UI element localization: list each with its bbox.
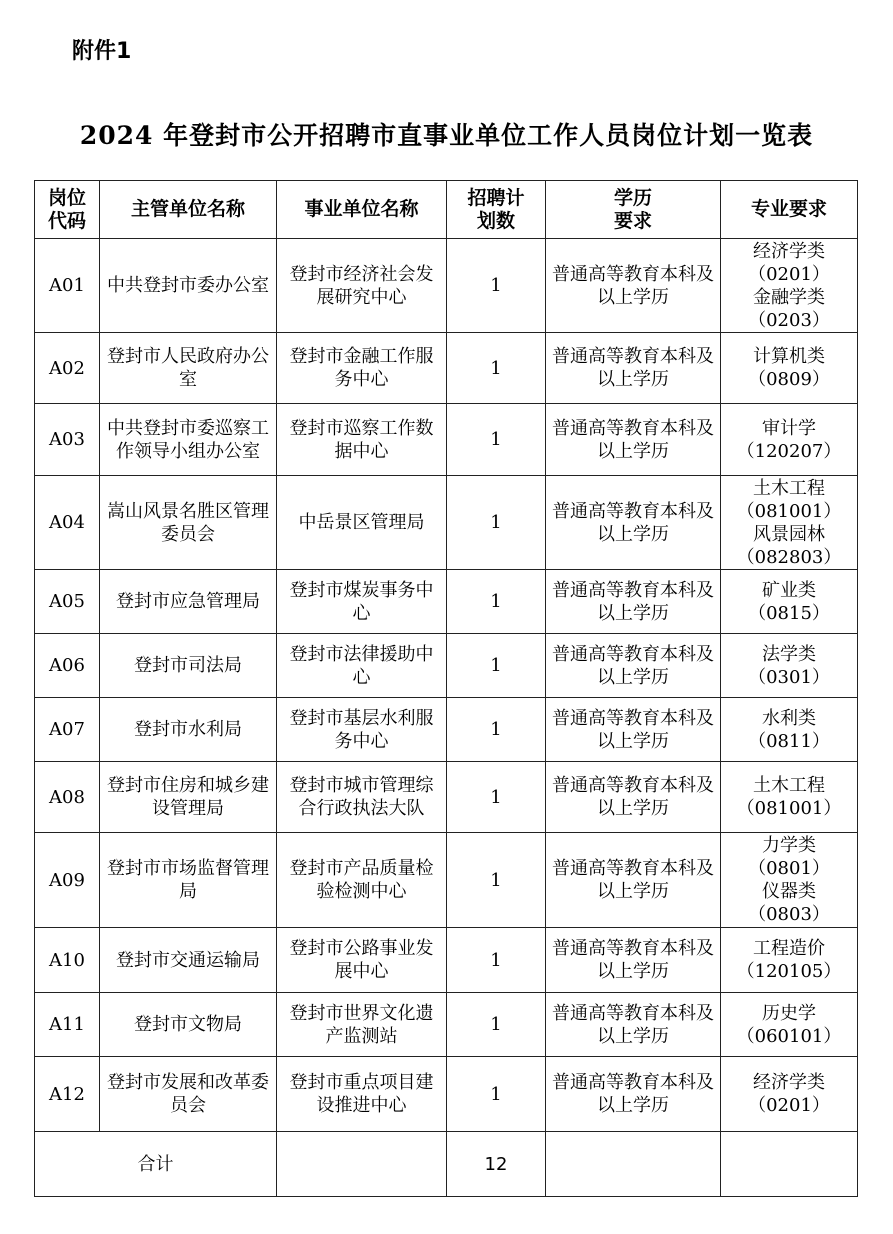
cell-major: 计算机类 （0809） <box>721 333 858 404</box>
cell-code: A12 <box>35 1057 100 1132</box>
cell-education: 普通高等教育本科及以上学历 <box>546 239 721 333</box>
cell-education: 普通高等教育本科及以上学历 <box>546 634 721 698</box>
cell-major: 经济学类 （0201） 金融学类 （0203） <box>721 239 858 333</box>
cell-code: A07 <box>35 698 100 762</box>
table-row <box>35 570 858 634</box>
cell-code: A06 <box>35 634 100 698</box>
cell-major: 力学类 （0801） 仪器类 （0803） <box>721 833 858 928</box>
table-row <box>35 993 858 1057</box>
cell-education: 普通高等教育本科及以上学历 <box>546 404 721 476</box>
cell-unit: 登封市金融工作服务中心 <box>277 333 447 404</box>
table-row <box>35 1057 858 1132</box>
table-row <box>35 333 858 404</box>
cell-authority: 登封市文物局 <box>100 993 277 1057</box>
cell-education: 普通高等教育本科及以上学历 <box>546 762 721 833</box>
cell-count: 1 <box>447 762 546 833</box>
cell-authority: 登封市应急管理局 <box>100 570 277 634</box>
cell-authority: 中共登封市委巡察工作领导小组办公室 <box>100 404 277 476</box>
table-header-row <box>35 181 858 239</box>
cell-count: 1 <box>447 404 546 476</box>
header-code: 岗位 代码 <box>35 181 100 239</box>
header-unit: 事业单位名称 <box>277 181 447 239</box>
cell-unit: 登封市重点项目建设推进中心 <box>277 1057 447 1132</box>
cell-major: 土木工程 （081001） 风景园林 （082803） <box>721 476 858 570</box>
table-row <box>35 928 858 993</box>
header-count: 招聘计 划数 <box>447 181 546 239</box>
document-title: 2024 年登封市公开招聘市直事业单位工作人员岗位计划一览表 <box>79 121 814 150</box>
header-authority: 主管单位名称 <box>100 181 277 239</box>
cell-education: 普通高等教育本科及以上学历 <box>546 1057 721 1132</box>
cell-count: 1 <box>447 928 546 993</box>
cell-unit: 登封市世界文化遗产监测站 <box>277 993 447 1057</box>
cell-code: A03 <box>35 404 100 476</box>
cell-code: A01 <box>35 239 100 333</box>
cell-count: 1 <box>447 239 546 333</box>
cell-count: 1 <box>447 333 546 404</box>
cell-unit: 登封市基层水利服务中心 <box>277 698 447 762</box>
cell-code: A10 <box>35 928 100 993</box>
table-row <box>35 698 858 762</box>
cell-count: 1 <box>447 634 546 698</box>
cell-count: 1 <box>447 833 546 928</box>
cell-major: 经济学类 （0201） <box>721 1057 858 1132</box>
table-row <box>35 404 858 476</box>
total-value: 12 <box>447 1132 546 1197</box>
cell-major: 水利类 （0811） <box>721 698 858 762</box>
cell-education: 普通高等教育本科及以上学历 <box>546 928 721 993</box>
header-education: 学历 要求 <box>546 181 721 239</box>
cell-count: 1 <box>447 698 546 762</box>
cell-unit: 登封市城市管理综合行政执法大队 <box>277 762 447 833</box>
cell-unit: 登封市经济社会发展研究中心 <box>277 239 447 333</box>
cell-count: 1 <box>447 570 546 634</box>
cell-major: 审计学 （120207） <box>721 404 858 476</box>
cell-unit: 中岳景区管理局 <box>277 476 447 570</box>
cell-authority: 登封市司法局 <box>100 634 277 698</box>
table-row <box>35 762 858 833</box>
cell-unit: 登封市巡察工作数据中心 <box>277 404 447 476</box>
position-plan-table <box>34 180 858 1197</box>
cell-education: 普通高等教育本科及以上学历 <box>546 698 721 762</box>
cell-education: 普通高等教育本科及以上学历 <box>546 476 721 570</box>
cell-code: A02 <box>35 333 100 404</box>
cell-unit: 登封市法律援助中心 <box>277 634 447 698</box>
cell-code: A09 <box>35 833 100 928</box>
total-label: 合计 <box>35 1132 277 1197</box>
cell-unit: 登封市公路事业发展中心 <box>277 928 447 993</box>
total-empty-cell <box>277 1132 447 1197</box>
cell-authority: 登封市交通运输局 <box>100 928 277 993</box>
table-total-row <box>35 1132 858 1197</box>
total-empty-cell <box>546 1132 721 1197</box>
cell-authority: 登封市人民政府办公室 <box>100 333 277 404</box>
cell-unit: 登封市煤炭事务中心 <box>277 570 447 634</box>
cell-unit: 登封市产品质量检验检测中心 <box>277 833 447 928</box>
cell-major: 矿业类 （0815） <box>721 570 858 634</box>
cell-authority: 嵩山风景名胜区管理委员会 <box>100 476 277 570</box>
cell-authority: 登封市住房和城乡建设管理局 <box>100 762 277 833</box>
cell-count: 1 <box>447 1057 546 1132</box>
cell-major: 法学类 （0301） <box>721 634 858 698</box>
cell-code: A11 <box>35 993 100 1057</box>
cell-education: 普通高等教育本科及以上学历 <box>546 333 721 404</box>
cell-authority: 中共登封市委办公室 <box>100 239 277 333</box>
cell-code: A08 <box>35 762 100 833</box>
cell-education: 普通高等教育本科及以上学历 <box>546 570 721 634</box>
cell-count: 1 <box>447 476 546 570</box>
table-row <box>35 476 858 570</box>
cell-education: 普通高等教育本科及以上学历 <box>546 833 721 928</box>
total-empty-cell <box>721 1132 858 1197</box>
cell-authority: 登封市市场监督管理局 <box>100 833 277 928</box>
cell-major: 工程造价 （120105） <box>721 928 858 993</box>
table-row <box>35 833 858 928</box>
table-row <box>35 634 858 698</box>
header-major: 专业要求 <box>721 181 858 239</box>
cell-code: A04 <box>35 476 100 570</box>
cell-authority: 登封市发展和改革委员会 <box>100 1057 277 1132</box>
cell-code: A05 <box>35 570 100 634</box>
cell-major: 土木工程 （081001） <box>721 762 858 833</box>
table-row <box>35 239 858 333</box>
cell-major: 历史学 （060101） <box>721 993 858 1057</box>
attachment-label: 附件1 <box>72 39 132 64</box>
cell-education: 普通高等教育本科及以上学历 <box>546 993 721 1057</box>
cell-count: 1 <box>447 993 546 1057</box>
cell-authority: 登封市水利局 <box>100 698 277 762</box>
